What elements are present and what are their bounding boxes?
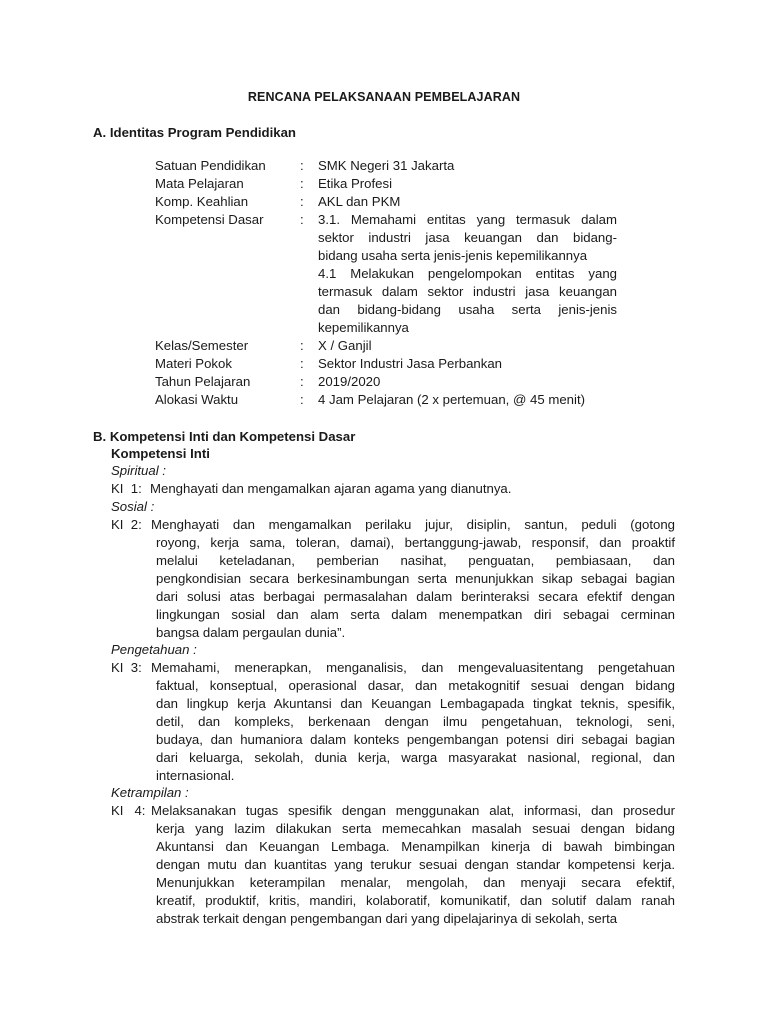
ki-text-line: faktual, konseptual, operasional dasar, dan metakognitif sesuai dengan bidang [156,678,675,693]
identity-value [318,175,617,193]
identity-value-line: Etika Profesi [318,176,393,191]
identity-colon: : [300,158,304,173]
ki-text-line: lingkungan sosial dan alam serta dalam menempatkan diri sebagai cerminan [156,607,675,622]
identity-value [318,193,617,211]
identity-value [318,373,617,391]
identity-value-line: AKL dan PKM [318,194,401,209]
identity-row [155,193,617,211]
identity-row [155,175,617,193]
identity-value-line: 4 Jam Pelajaran (2 x pertemuan, @ 45 menit) [318,392,586,407]
ki-text-line: royong, kerja sama, toleran, damai), bertanggung-jawab, responsif, dan proaktif [156,535,675,550]
ki-text-line: Menunjukkan keterampilan menalar, mengolah, dan menyaji secara efektif, [156,875,675,890]
ki-3-paragraph [111,659,675,785]
ki-text-line: Memahami, menerapkan, menganalisis, dan mengevaluasitentang pengetahuan [151,660,675,675]
ki-text-line: kreatif, produktif, kritis, mandiri, kolaboratif, komunikatif, dan solutif dalam ranah [156,893,675,908]
ki-sosial-block [111,498,675,642]
identity-value-line: SMK Negeri 31 Jakarta [318,158,455,173]
ki-2-paragraph [111,516,675,642]
ki-text-line: dari solusi atas berbagai permasalahan dalam berinteraksi secara efektif dengan [156,589,675,604]
ki-text-line: internasional. [156,768,235,783]
ki-text-line: dari keluarga, sekolah, dunia kerja, warga masyarakat nasional, regional, dan [156,750,675,765]
ki-text-line: Menghayati dan mengamalkan perilaku jujur, disiplin, santun, peduli (gotong [151,517,675,532]
section-b-heading: B. Kompetensi Inti dan Kompetensi Dasar [93,429,356,444]
identity-colon: : [300,356,304,371]
identity-label: Kompetensi Dasar [155,212,264,227]
identity-value-line: termasuk dalam sektor industri jasa keuangan [318,284,617,299]
identity-value-line: kepemilikannya [318,320,409,335]
identity-row [155,157,617,175]
identity-value-line: 4.1 Melakukan pengelompokan entitas yang [318,266,617,281]
identity-label: Komp. Keahlian [155,194,249,209]
ki-text-line: melalui keteladanan, pemberian nasihat, penguatan, pembiasaan, dan [156,553,675,568]
ki-ketrampilan-block [111,784,675,928]
identity-table [155,157,617,409]
identity-row [155,211,617,337]
ki-label: KI 2: [111,517,142,532]
identity-row [155,355,617,373]
ki-label: KI 3: [111,660,142,675]
identity-value-line: bidang usaha serta jenis-jenis kepemilikannya [318,248,588,263]
ki-text-line: dan lingkup kerja Akuntansi dan Keuangan Lembagapada tingkat teknis, spesifik, [156,696,675,711]
identity-label: Satuan Pendidikan [155,158,266,173]
ki-text-line: Melaksanakan tugas spesifik dengan menggunakan alat, informasi, dan prosedur [151,803,675,818]
document-title: RENCANA PELAKSANAAN PEMBELAJARAN [247,90,521,104]
identity-colon: : [300,194,304,209]
identity-value [318,391,617,409]
identity-value [318,157,617,175]
identity-row [155,373,617,391]
ki-1-label: KI 1: [111,481,142,496]
ki-text-line: bangsa dalam pergaulan dunia”. [156,625,346,640]
identity-label: Mata Pelajaran [155,176,244,191]
identity-colon: : [300,374,304,389]
spiritual-label: Spiritual : [111,463,166,478]
identity-label: Alokasi Waktu [155,392,239,407]
ki-label: KI 4: [111,803,146,818]
identity-value-line: dan bidang-bidang usaha serta jenis-jenis [318,302,617,317]
identity-value-line: sektor industri jasa keuangan dan bidang- [318,230,617,245]
ki-1-text: Menghayati dan mengamalkan ajaran agama yang dianutnya. [150,481,512,496]
ki-text-line: budaya, dan humaniora dalam konteks pengembangan potensi diri sebagai bagian [156,732,675,747]
identity-value-line: X / Ganjil [318,338,372,353]
identity-value [318,211,617,337]
identity-colon: : [300,392,304,407]
ketrampilan-label: Ketrampilan : [111,785,189,800]
identity-label: Tahun Pelajaran [155,374,251,389]
ki-4-paragraph [111,802,675,928]
ki-text-line: pengkondisian secara berkesinambungan serta menunjukkan sikap sebagai bagian [156,571,675,586]
ki-pengetahuan-block [111,641,675,785]
identity-value-line: Sektor Industri Jasa Perbankan [318,356,502,371]
identity-value-line: 2019/2020 [318,374,381,389]
identity-value [318,355,617,373]
identity-colon: : [300,212,304,227]
ki-text-line: abstrak terkait dengan pengembangan dari yang dipelajarinya di sekolah, serta [156,911,618,926]
kompetensi-inti-heading: Kompetensi Inti [111,446,210,461]
identity-row [155,337,617,355]
identity-label: Kelas/Semester [155,338,249,353]
ki-text-line: detil, dan kompleks, berkenaan dengan ilmu pengetahuan, teknologi, seni, [156,714,675,729]
identity-value-line: 3.1. Memahami entitas yang termasuk dalam [318,212,617,227]
identity-value [318,337,617,355]
pengetahuan-label: Pengetahuan : [111,642,197,657]
ki-text-line: kerja yang lazim dilakukan serta memecahkan masalah sesuai dengan bidang [156,821,675,836]
ki-text-line: dengan mutu dan kuantitas yang terukur sesuai dengan standar kompetensi kerja. [156,857,675,872]
identity-row [155,391,617,409]
ki-text-line: Akuntansi dan Keuangan Lembaga. Menampilkan kinerja di bawah bimbingan [156,839,675,854]
sosial-label: Sosial : [111,499,155,514]
identity-colon: : [300,338,304,353]
section-a-heading: A. Identitas Program Pendidikan [93,125,296,140]
identity-label: Materi Pokok [155,356,232,371]
ki-spiritual-block [111,462,675,498]
identity-colon: : [300,176,304,191]
